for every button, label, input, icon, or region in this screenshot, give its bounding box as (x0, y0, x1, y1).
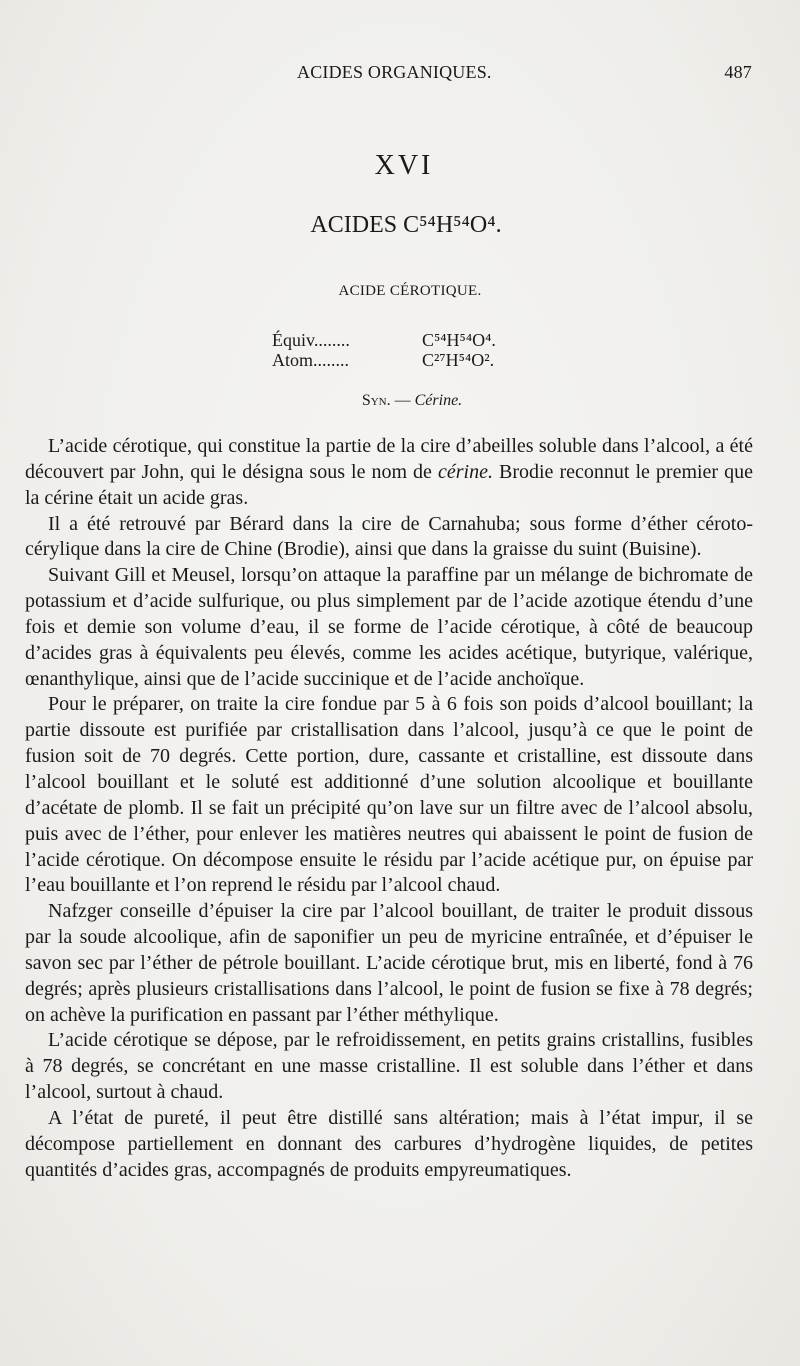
paragraph-1 (25, 434, 753, 512)
formula-label: Équiv........ (272, 330, 350, 350)
synonym-name: Cérine. (414, 392, 463, 409)
paragraph-2: Il a été retrouvé par Bérard dans la cire de Carnahuba; sous forme d’éther céroto-cérylique dans la cire de Chine (Brodie), ainsi que dans la graisse du suint (Buisine). (25, 512, 753, 561)
body-text (25, 434, 753, 1183)
formula-value: C²⁷H⁵⁴O². (422, 350, 495, 370)
paragraph-7: A l’état de pureté, il peut être distillé sans altération; mais à l’état impur, il se décompose partiellement en donnant des carbures d’hydrogène liquides, de petites quantités d’acides gras, accompagnés de produits empyreumatiques. (25, 1106, 753, 1181)
page-number: 487 (724, 62, 752, 82)
synonym-prefix: Syn. (361, 392, 391, 409)
running-title: ACIDES ORGANIQUES. (297, 62, 492, 82)
chapter-title: ACIDES C⁵⁴H⁵⁴O⁴. (310, 212, 502, 238)
synonym-line (0, 392, 800, 410)
section-title: ACIDE CÉROTIQUE. (338, 283, 482, 299)
paragraph-5: Nafzger conseille d’épuiser la cire par l’alcool bouillant, de traiter le produit dissous par la soude alcoolique, afin de saponifier un peu de myricine entraînée, et d’épuiser le savon sec par l’éther de pétrole bouillant. L’acide cérotique brut, mis en liberté, fond à 76 degrés; après plusieurs cristallisations dans l’alcool, le point de fusion se fixe à 78 degrés; on achève la purification en passant par l’éther méthylique. (25, 900, 753, 1026)
paragraph-1-emphasis: cérine. (437, 460, 493, 483)
chapter-number: XVI (374, 150, 434, 181)
paragraph-6: L’acide cérotique se dépose, par le refroidissement, en petits grains cristallins, fusibles à 78 degrés, se concrétant en une masse cristalline. Il est soluble dans l’éther et dans l’alcool, surtout à chaud. (25, 1029, 753, 1104)
paragraph-3: Suivant Gill et Meusel, lorsqu’on attaque la paraffine par un mélange de bichromate de potassium et d’acide sulfurique, ou plus simplement par de l’acide azotique étendu d’une fois et demie son volume d’eau, il se forme de l’acide cérotique, à côté de beaucoup d’acides gras à équivalents peu élevés, comme les acides acétique, butyrique, valérique, œnanthylique, ainsi que de l’acide succinique et de l’acide anchoïque. (25, 564, 753, 690)
paragraph-4: Pour le préparer, on traite la cire fondue par 5 à 6 fois son poids d’alcool bouillant; la partie dissoute est purifiée par cristallisation dans l’alcool, jusqu’à ce que le point de fusion soit de 70 degrés. Cette portion, dure, cassante et cristalline, est dissoute dans l’alcool bouillant et le soluté est additionné d’une solution alcoolique et bouillante d’acétate de plomb. Il se fait un précipité qu’on lave sur un filtre avec de l’alcool absolu, puis avec de l’éther, pour enlever les matières neutres qui abaissent le point de fusion de l’acide cérotique. On décompose ensuite le résidu par l’acide acétique pur, on épuise par l’eau bouillante et l’on reprend le résidu par l’alcool chaud. (25, 693, 753, 897)
paragraph-1-part-b: Brodie reconnut le premier que la cérine était un acide gras. (25, 460, 753, 509)
formula-label: Atom........ (272, 350, 350, 370)
formula-atom (272, 350, 532, 374)
formula-value: C⁵⁴H⁵⁴O⁴. (422, 330, 496, 350)
synonym-dash: — (390, 392, 415, 409)
running-header (22, 62, 752, 86)
paragraph-1-part-a: L’acide cérotique, qui constitue la partie de la cire d’abeilles soluble dans l’alcool, a été découvert par John, qui le désigna sous le nom de (25, 435, 753, 483)
